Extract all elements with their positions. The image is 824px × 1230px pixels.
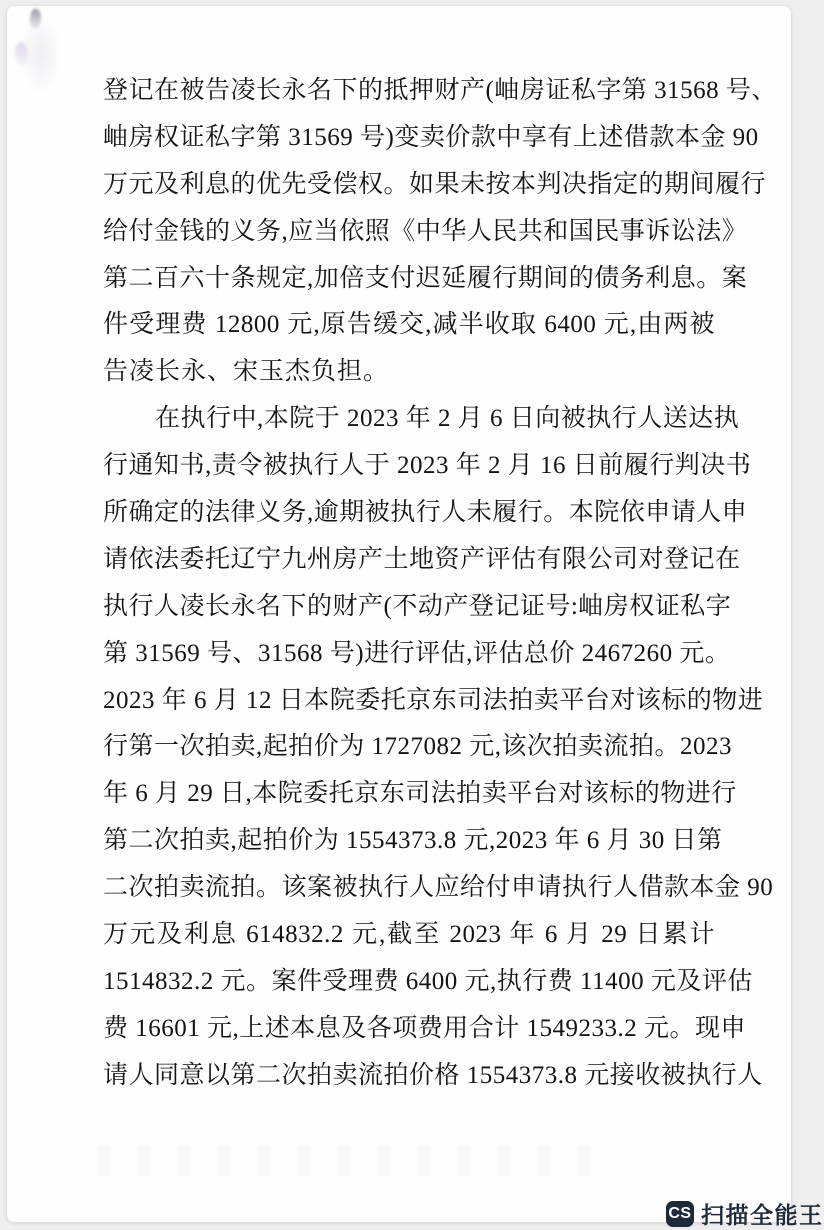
text-line: 登记在被告凌长永名下的抵押财产(岫房证私字第 31568 号、 bbox=[103, 77, 777, 104]
camscanner-watermark bbox=[666, 1197, 824, 1230]
text-line: 第二百六十条规定,加倍支付迟延履行期间的债务利息。案 bbox=[103, 264, 748, 292]
text-line: 执行人凌长永名下的财产(不动产登记证号:岫房权证私字 bbox=[103, 592, 732, 620]
text-line: 1514832.2 元。案件受理费 6400 元,执行费 11400 元及评估 bbox=[103, 967, 753, 995]
text-line-paragraph-start: 在执行中,本院于 2023 年 2 月 6 日向被执行人送达执 bbox=[155, 405, 740, 433]
text-line: 费 16601 元,上述本息及各项费用合计 1549233.2 元。现申 bbox=[103, 1014, 747, 1042]
text-line: 岫房权证私字第 31569 号)变卖价款中享有上述借款本金 90 bbox=[103, 123, 759, 151]
text-line: 第二次拍卖,起拍价为 1554373.8 元,2023 年 6 月 30 日第 bbox=[103, 827, 723, 855]
text-line: 第 31569 号、31568 号)进行评估,评估总价 2467260 元。 bbox=[103, 639, 731, 667]
text-line: 二次拍卖流拍。该案被执行人应给付申请执行人借款本金 90 bbox=[103, 874, 774, 902]
text-line: 给付金钱的义务,应当依照《中华人民共和国民事诉讼法》 bbox=[103, 217, 748, 245]
text-line: 请人同意以第二次拍卖流拍价格 1554373.8 元接收被执行人 bbox=[103, 1061, 763, 1089]
document-text-block bbox=[103, 68, 777, 1100]
text-line: 所确定的法律义务,逾期被执行人未履行。本院依申请人申 bbox=[103, 499, 748, 527]
text-line: 年 6 月 29 日,本院委托京东司法拍卖平台对该标的物进行 bbox=[103, 780, 737, 808]
text-line: 请依法委托辽宁九州房产土地资产评估有限公司对登记在 bbox=[103, 545, 741, 573]
text-line: 2023 年 6 月 12 日本院委托京东司法拍卖平台对该标的物进 bbox=[103, 686, 764, 714]
camscanner-logo-icon: CS bbox=[666, 1201, 694, 1227]
text-line: 件受理费 12800 元,原告缓交,减半收取 6400 元,由两被 bbox=[103, 311, 715, 339]
text-line: 行第一次拍卖,起拍价为 1727082 元,该次拍卖流拍。2023 bbox=[103, 733, 733, 761]
text-line: 行通知书,责令被执行人于 2023 年 2 月 16 日前履行判决书 bbox=[103, 452, 752, 480]
scan-grain bbox=[97, 1146, 597, 1176]
text-line: 告凌长永、宋玉杰负担。 bbox=[103, 358, 390, 386]
document-page bbox=[7, 6, 791, 1222]
text-line: 万元及利息的优先受偿权。如果未按本判决指定的期间履行 bbox=[103, 170, 767, 198]
camscanner-watermark-label: 扫描全能王 bbox=[701, 1202, 824, 1228]
text-line: 万元及利息 614832.2 元,截至 2023 年 6 月 29 日累计 bbox=[103, 921, 715, 949]
